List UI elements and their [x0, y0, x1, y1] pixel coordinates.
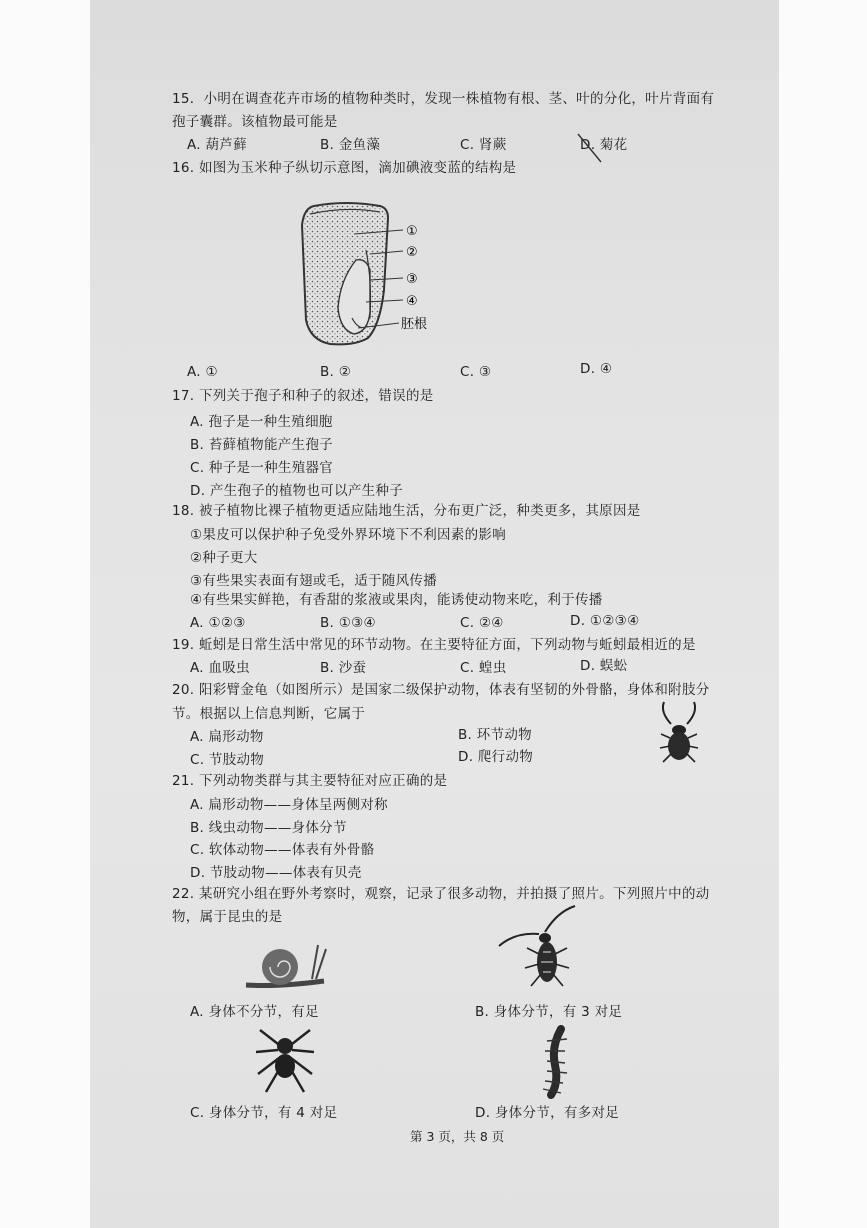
q15-option-d: D. 菊花 [580, 137, 628, 153]
q17-stem: 17. 下列关于孢子和种子的叙述，错误的是 [172, 388, 434, 404]
beetle-photo [656, 700, 702, 768]
centipede-photo [537, 1025, 577, 1101]
q17-option-b: B. 苔藓植物能产生孢子 [190, 437, 333, 453]
q15-stem-line2: 孢子囊群。该植物最可能是 [172, 114, 338, 130]
q21-option-b: B. 线虫动物——身体分节 [190, 820, 347, 836]
q21-option-a: A. 扁形动物——身体呈两侧对称 [190, 797, 388, 813]
seed-label-3: ③ [406, 272, 418, 287]
corn-seed-diagram [296, 200, 441, 350]
q20-option-b: B. 环节动物 [458, 727, 532, 743]
seed-label-1: ① [406, 224, 418, 239]
q20-stem-line1: 20. 阳彩臂金龟（如图所示）是国家二级保护动物，体表有坚韧的外骨骼，身体和附肢分 [172, 682, 710, 698]
q22-option-b: B. 身体分节，有 3 对足 [475, 1004, 623, 1020]
q16-option-c: C. ③ [460, 364, 492, 380]
q19-stem: 19. 蚯蚓是日常生活中常见的环节动物。在主要特征方面，下列动物与蚯蚓最相近的是 [172, 637, 696, 653]
q17-option-d: D. 产生孢子的植物也可以产生种子 [190, 483, 404, 499]
q18-stem: 18. 被子植物比裸子植物更适应陆地生活，分布更广泛，种类更多，其原因是 [172, 503, 641, 519]
q16-option-a: A. ① [187, 364, 218, 380]
q18-item-4: ④有些果实鲜艳，有香甜的浆液或果肉，能诱使动物来吃，利于传播 [190, 592, 603, 608]
q21-option-d: D. 节肢动物——体表有贝壳 [190, 865, 362, 881]
q16-option-b: B. ② [320, 364, 352, 380]
q15-option-a: A. 葫芦藓 [187, 137, 247, 153]
q18-item-2: ②种子更大 [190, 550, 258, 566]
q15-stem-line1: 15．小明在调查花卉市场的植物种类时，发现一株植物有根、茎、叶的分化，叶片背面有 [172, 91, 715, 107]
seed-label-4: ④ [406, 294, 418, 309]
q18-option-a: A. ①②③ [190, 615, 246, 631]
q18-item-1: ①果皮可以保护种子免受外界环境下不利因素的影响 [190, 527, 507, 543]
page-number: 第 3 页，共 8 页 [410, 1129, 505, 1144]
q21-stem: 21. 下列动物类群与其主要特征对应正确的是 [172, 773, 448, 789]
q18-option-c: C. ②④ [460, 615, 504, 631]
q15-option-c: C. 肾蕨 [460, 137, 507, 153]
q17-option-a: A. 孢子是一种生殖细胞 [190, 414, 333, 430]
scan-margin-left [0, 0, 90, 1228]
q19-option-d: D. 蜈蚣 [580, 658, 628, 674]
scan-margin-right [779, 0, 867, 1228]
q21-option-c: C. 软体动物——体表有外骨骼 [190, 842, 375, 858]
seed-label-radicle: 胚根 [401, 317, 428, 332]
snail-photo [240, 935, 330, 993]
q22-option-c: C. 身体分节，有 4 对足 [190, 1105, 338, 1121]
q16-stem: 16. 如图为玉米种子纵切示意图，滴加碘液变蓝的结构是 [172, 160, 517, 176]
q20-option-c: C. 节肢动物 [190, 752, 265, 768]
q22-option-d: D. 身体分节，有多对足 [475, 1105, 620, 1121]
q22-stem-line2: 物，属于昆虫的是 [172, 909, 283, 925]
q20-option-a: A. 扁形动物 [190, 729, 264, 745]
q18-item-3: ③有些果实表面有翅或毛，适于随风传播 [190, 573, 438, 589]
pen-strike-mark [575, 130, 605, 166]
q19-option-b: B. 沙蚕 [320, 660, 367, 676]
q15-option-b: B. 金鱼藻 [320, 137, 381, 153]
longhorn-beetle-photo [495, 902, 585, 992]
q20-option-d: D. 爬行动物 [458, 749, 534, 765]
q19-option-a: A. 血吸虫 [190, 660, 250, 676]
spider-photo [252, 1022, 318, 1098]
q19-option-c: C. 蝗虫 [460, 660, 507, 676]
q17-option-c: C. 种子是一种生殖器官 [190, 460, 334, 476]
q18-option-b: B. ①③④ [320, 615, 376, 631]
q20-stem-line2: 节。根据以上信息判断，它属于 [172, 706, 366, 722]
q18-option-d: D. ①②③④ [570, 613, 640, 629]
seed-label-2: ② [406, 245, 418, 260]
q16-option-d: D. ④ [580, 361, 613, 377]
q22-stem-line1: 22. 某研究小组在野外考察时，观察，记录了很多动物，并拍摄了照片。下列照片中的动 [172, 886, 710, 902]
q22-option-a: A. 身体不分节，有足 [190, 1004, 319, 1020]
